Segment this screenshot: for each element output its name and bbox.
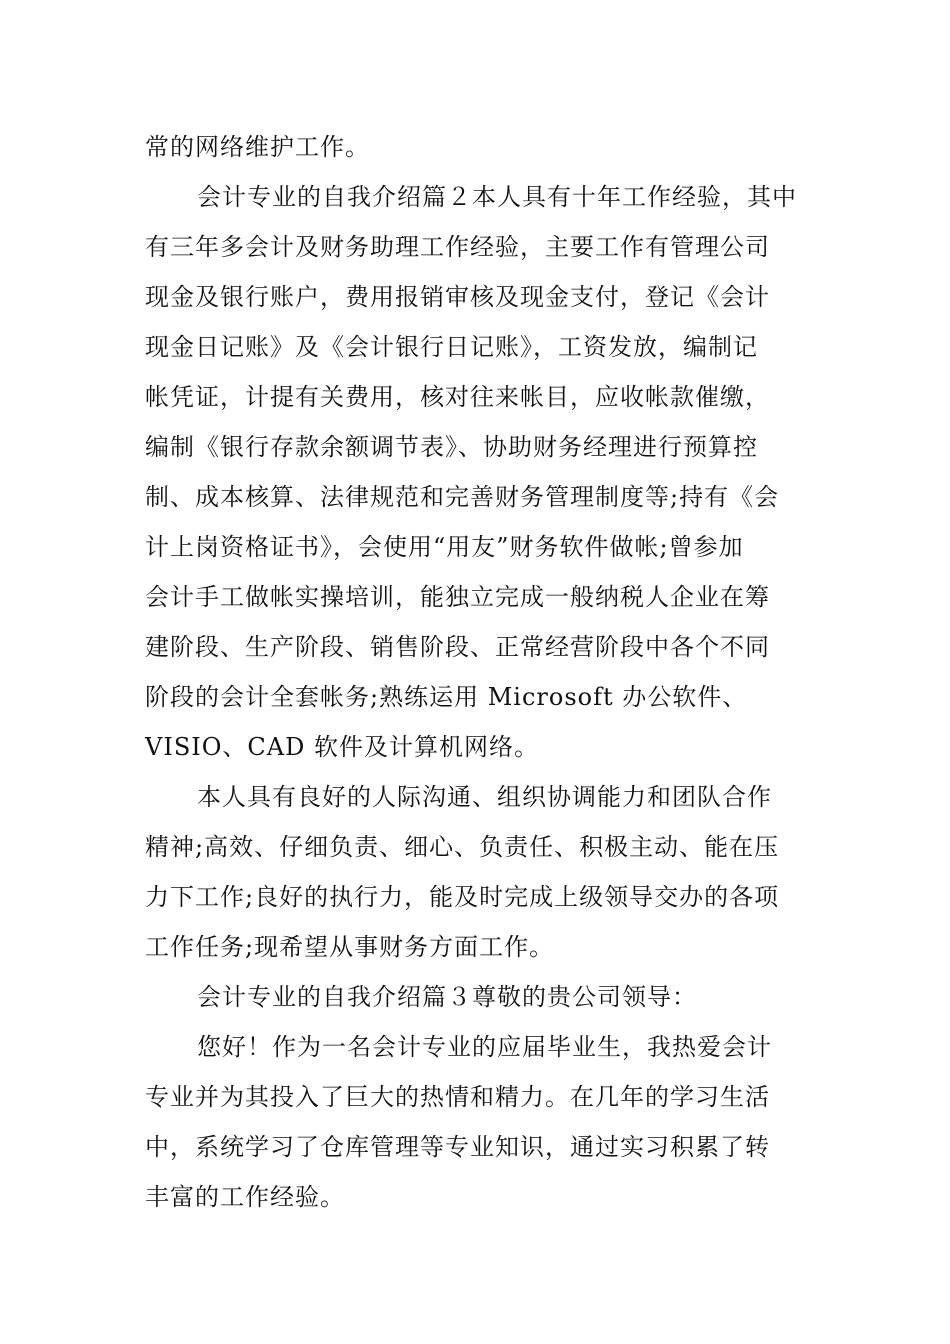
text-line: 工作任务;现希望从事财务方面工作。 — [145, 933, 555, 961]
text-line: 力下工作;良好的执行力，能及时完成上级领导交办的各项 — [145, 883, 780, 911]
text-line: 会计手工做帐实操培训，能独立完成一般纳税人企业在筹 — [145, 583, 770, 611]
text-line: 编制《银行存款余额调节表》、协助财务经理进行预算控 — [145, 433, 758, 461]
text-line: 计上岗资格证书》，会使用“用友”财务软件做帐;曾参加 — [145, 533, 744, 561]
text-line: 阶段的会计全套帐务;熟练运用 Microsoft 办公软件、 — [145, 683, 748, 711]
paragraph-first-line: 您好！作为一名会计专业的应届毕业生，我热爱会计 — [197, 1033, 772, 1061]
text-line: 专业并为其投入了巨大的热情和精力。在几年的学习生活 — [145, 1083, 770, 1111]
paragraph-first-line: 本人具有良好的人际沟通、组织协调能力和团队合作 — [197, 783, 772, 811]
text-line: 有三年多会计及财务助理工作经验，主要工作有管理公司 — [145, 233, 770, 261]
text-line: 现金及银行账户，费用报销审核及现金支付，登记《会计 — [145, 283, 770, 311]
text-line: 现金日记账》及《会计银行日记账》，工资发放，编制记 — [145, 333, 758, 361]
text-line: 中，系统学习了仓库管理等专业知识，通过实习积累了转 — [145, 1133, 770, 1161]
text-line: 帐凭证，计提有关费用，核对往来帐目，应收帐款催缴， — [145, 383, 770, 411]
paragraph-first-line: 会计专业的自我介绍篇２本人具有十年工作经验，其中 — [197, 183, 797, 211]
text-line: VISIO、CAD 软件及计算机网络。 — [145, 733, 539, 761]
text-line: 丰富的工作经验。 — [145, 1183, 345, 1211]
text-line: 精神;高效、仔细负责、细心、负责任、积极主动、能在压 — [145, 833, 780, 861]
text-line: 建阶段、生产阶段、销售阶段、正常经营阶段中各个不同 — [145, 633, 770, 661]
paragraph-first-line: 会计专业的自我介绍篇３尊敬的贵公司领导： — [197, 983, 697, 1011]
text-line: 制、成本核算、法律规范和完善财务管理制度等;持有《会 — [145, 483, 780, 511]
text-line: 常的网络维护工作。 — [145, 133, 370, 161]
